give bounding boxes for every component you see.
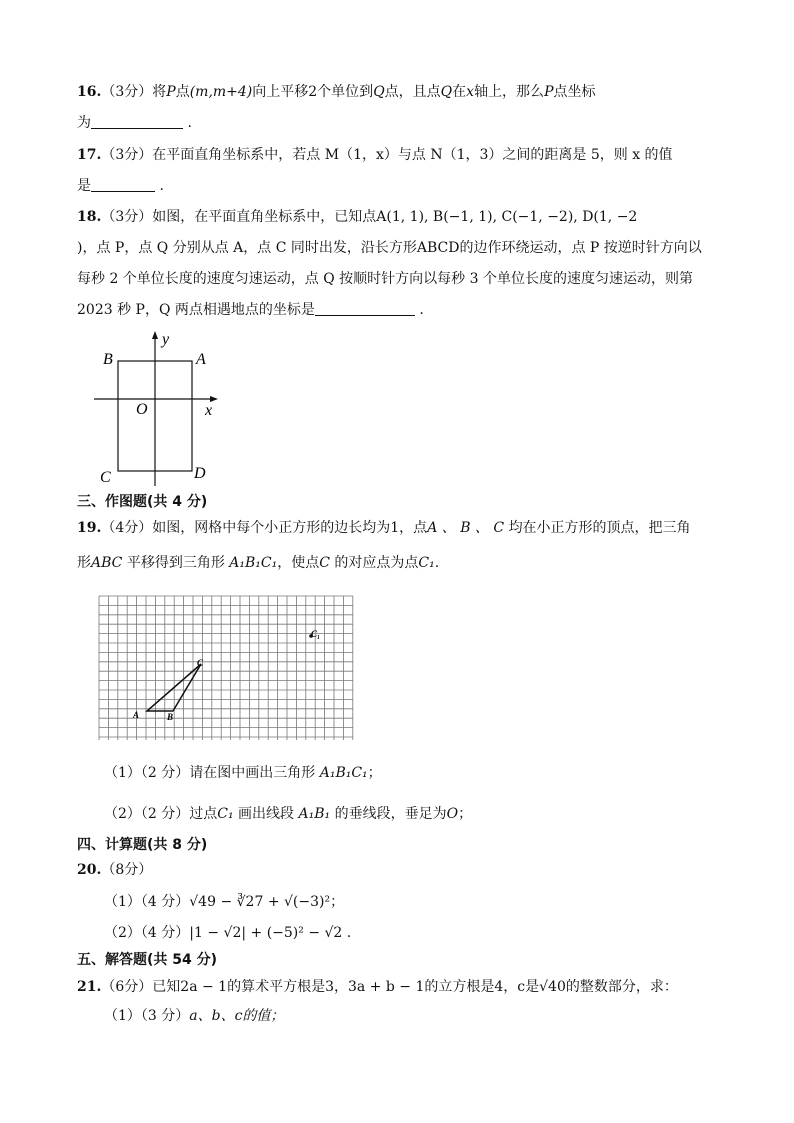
q21-line1 — [77, 977, 678, 997]
section-heading: 五、解答题(共 54 分) — [77, 952, 218, 968]
q17-line1 — [77, 145, 673, 165]
q20-sub1 — [104, 892, 344, 912]
score: （3分） — [101, 84, 153, 100]
question-text: )，点 P，点 Q 分别从点 A，点 C 同时出发，沿长方形ABCD的边作环绕运动，点 P 按逆时针方向以 — [77, 240, 702, 256]
figure-19-grid — [97, 594, 355, 742]
math: ABC — [91, 555, 123, 571]
text: （1）（3 分） — [104, 1008, 190, 1024]
q19-sub2 — [104, 804, 472, 824]
score: （8分） — [101, 862, 153, 878]
y-label: y — [162, 331, 170, 348]
expression-2: |1 − √2| + (−5)² − √2 . — [189, 925, 352, 941]
text: 是 — [77, 178, 91, 194]
text: 为 — [77, 115, 91, 131]
q18-line4: 2023 秒 P，Q 两点相遇地点的坐标是 . — [77, 302, 424, 318]
text: （1）（2 分）请在图中画出三角形 — [104, 765, 320, 781]
question-text: 每秒 2 个单位长度的速度匀速运动，点 Q 按顺时针方向以每秒 3 个单位长度的速度匀速运动，则第 — [77, 271, 693, 287]
score: （6分） — [101, 979, 153, 995]
question-text: 2023 秒 P，Q 两点相遇地点的坐标是 — [77, 302, 315, 318]
y-axis-arrow — [152, 331, 158, 339]
q16-line2: 为 . — [77, 115, 192, 131]
text: 点坐标 — [553, 84, 596, 100]
text: ； — [367, 765, 382, 781]
text: a、b、c的值； — [189, 1008, 285, 1024]
q19-line1 — [77, 518, 691, 538]
points: A 、 B 、 C — [427, 520, 505, 536]
text: 将 — [152, 84, 167, 100]
q21-sub1 — [104, 1006, 284, 1026]
question-number: 17. — [77, 147, 102, 163]
point-c-label: C — [100, 469, 111, 486]
answer-blank[interactable] — [315, 301, 415, 316]
text: ； — [458, 806, 473, 822]
question-text: 已知2a − 1的算术平方根是3，3a + b − 1的立方根是4，c是√40的整数部分，求： — [152, 979, 678, 995]
q18-line2 — [77, 238, 702, 258]
score: （3分） — [101, 209, 153, 225]
text: 点 — [175, 84, 190, 100]
label-a: A — [133, 710, 140, 720]
section-heading: 四、计算题(共 8 分) — [77, 837, 208, 853]
text: 点，且点 — [384, 84, 441, 100]
text: 如图，网格中每个小正方形的边长均为1，点 — [152, 520, 428, 536]
text: 向上平移2个单位到 — [252, 84, 374, 100]
math: C₁ — [418, 555, 435, 571]
q17-line2: 是 . — [77, 178, 164, 194]
score: （4分） — [101, 520, 153, 536]
answer-blank[interactable] — [91, 177, 155, 192]
text: 的对应点为点 — [329, 555, 419, 571]
expression: (m,m+4) — [189, 84, 253, 100]
q19-line2: 形ABC 平移得到三角形 A₁B₁C₁，使点C 的对应点为点C₁. — [77, 555, 440, 571]
origin-label: O — [136, 401, 148, 418]
point-b-label: B — [103, 351, 113, 368]
math: A₁B₁C₁ — [319, 765, 368, 781]
q16-line1: 16.（3分）将P点(m,m+4)向上平移2个单位到Q点，且点Q在x轴上，那么P点坐标 — [77, 84, 596, 100]
point-a-label: A — [196, 351, 206, 368]
question-number: 19. — [77, 520, 102, 536]
text: （1）（4 分） — [104, 894, 190, 910]
text: （2）（4 分） — [104, 925, 190, 941]
q18-line1 — [77, 207, 637, 227]
question-number: 18. — [77, 209, 102, 225]
text: 形 — [77, 555, 91, 571]
q20-sub2 — [104, 923, 351, 943]
text: 平移得到三角形 — [122, 555, 230, 571]
text: （2）（2 分）过点 — [104, 806, 218, 822]
question-number: 16. — [77, 84, 102, 100]
question-number: 21. — [77, 979, 102, 995]
text: 的垂线段，垂足为 — [330, 806, 447, 822]
math: C — [319, 555, 330, 571]
q18-line3 — [77, 269, 693, 289]
question-text: 在平面直角坐标系中，若点 M（1，x）与点 N（1，3）之间的距离是 5，则 x 的值 — [152, 147, 673, 163]
question-number: 20. — [77, 862, 102, 878]
math: A₁B₁ — [298, 806, 331, 822]
point-d-label: D — [194, 465, 206, 482]
q20-line1 — [77, 860, 152, 880]
math: O — [446, 806, 459, 822]
text: 轴上，那么 — [474, 84, 545, 100]
text: ，使点 — [277, 555, 320, 571]
section-heading: 三、作图题(共 4 分) — [77, 494, 208, 510]
x-label: x — [205, 402, 213, 419]
label-c: C — [197, 658, 204, 668]
figure-18-coordinate-plane — [88, 326, 228, 488]
question-text: 如图，在平面直角坐标系中，已知点A(1, 1), B(−1, 1), C(−1, −2), D(1, −2 — [152, 209, 638, 225]
expression-1: √49 − ∛27 + √(−3)²； — [189, 894, 345, 910]
label-c1: C₁ — [311, 629, 321, 639]
answer-blank[interactable] — [91, 114, 183, 129]
text: 在 — [452, 84, 467, 100]
math: A₁B₁C₁ — [229, 555, 278, 571]
text: 画出线段 — [233, 806, 299, 822]
label-b: B — [167, 712, 174, 722]
q19-sub1 — [104, 763, 382, 783]
text: 均在小正方形的顶点，把三角 — [508, 520, 691, 536]
score: （3分） — [101, 147, 153, 163]
math: C₁ — [217, 806, 234, 822]
